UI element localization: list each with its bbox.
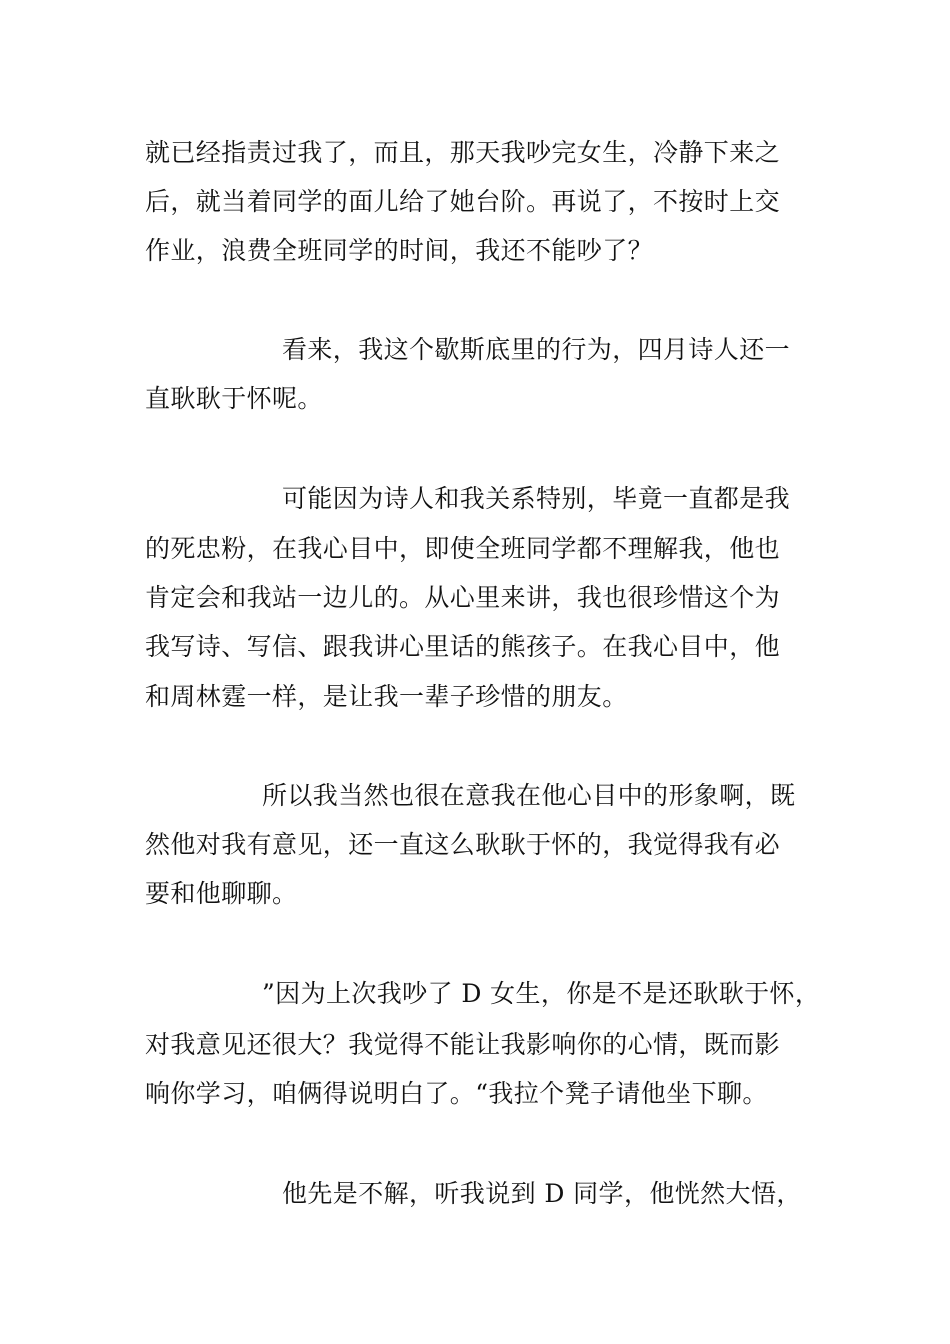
text-line: 响你学习，咱俩得说明白了。“我拉个凳子请他坐下聊。 bbox=[145, 1079, 768, 1108]
text-line: 然他对我有意见，还一直这么耿耿于怀的，我觉得我有必 bbox=[145, 830, 781, 859]
text-line: 和周林霆一样，是让我一辈子珍惜的朋友。 bbox=[145, 682, 628, 711]
text-line: 所以我当然也很在意我在他心目中的形象啊，既 bbox=[262, 781, 796, 810]
text-line: 看来，我这个歇斯底里的行为，四月诗人还一 bbox=[282, 335, 791, 364]
text-line: 肯定会和我站一边儿的。从心里来讲，我也很珍惜这个为 bbox=[145, 583, 781, 612]
text-line: 可能因为诗人和我关系特别，毕竟一直都是我 bbox=[282, 484, 791, 513]
text-line: 他先是不解，听我说到 D 同学，他恍然大悟， bbox=[282, 1179, 802, 1208]
text-line: 要和他聊聊。 bbox=[145, 879, 298, 908]
text-line: 对我意见还很大？我觉得不能让我影响你的心情，既而影 bbox=[145, 1030, 781, 1059]
text-line: ”因为上次我吵了 D 女生，你是不是还耿耿于怀， bbox=[262, 979, 821, 1008]
text-line: 作业，浪费全班同学的时间，我还不能吵了？ bbox=[145, 236, 654, 265]
text-line: 后，就当着同学的面儿给了她台阶。再说了，不按时上交 bbox=[145, 187, 781, 216]
text-line: 就已经指责过我了，而且，那天我吵完女生，冷静下来之 bbox=[145, 138, 781, 167]
text-line: 的死忠粉，在我心目中，即使全班同学都不理解我，他也 bbox=[145, 534, 781, 563]
text-line: 我写诗、写信、跟我讲心里话的熊孩子。在我心目中，他 bbox=[145, 632, 781, 661]
text-line: 直耿耿于怀呢。 bbox=[145, 384, 323, 413]
